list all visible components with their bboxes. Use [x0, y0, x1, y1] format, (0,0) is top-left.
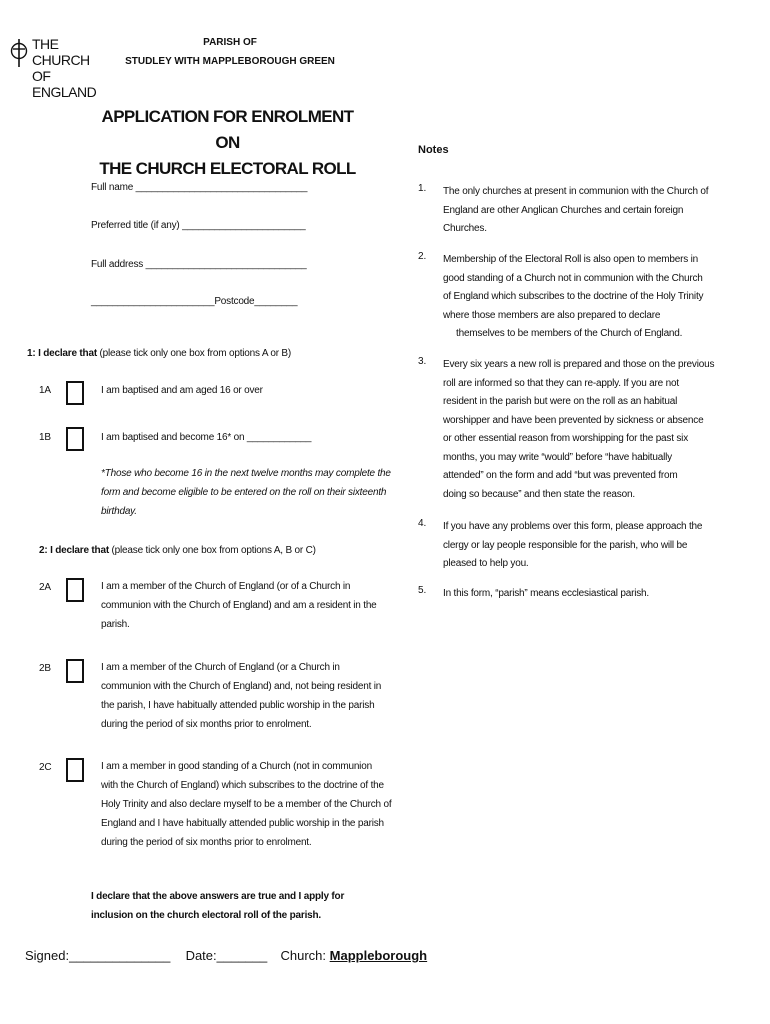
option-2c-checkbox[interactable]: [66, 758, 84, 782]
option-1b-text: I am baptised and become 16* on ____________: [101, 432, 312, 443]
logo-line-2: OF ENGLAND: [32, 68, 97, 100]
note-4-text: If you have any problems over this form, please approach the clergy or lay people responsible for the parish, who will be pleased to help you.: [443, 521, 703, 569]
church-value: Mappleborough: [329, 948, 428, 963]
note-4-number: 4.: [418, 518, 427, 529]
section1-heading: [27, 344, 291, 363]
signature-line: [25, 948, 427, 963]
note-3-number: 3.: [418, 356, 427, 367]
title-line-2: THE CHURCH ELECTORAL ROLL: [99, 159, 356, 178]
logo-line-1: THE CHURCH: [32, 36, 90, 68]
option-2a-code: 2A: [39, 582, 51, 593]
full-address-field[interactable]: Full address ______________________________: [91, 259, 307, 270]
note-1-text: The only churches at present in communion with the Church of England are other Anglican Churches and certain foreign Churches.: [443, 186, 709, 234]
preferred-title-field[interactable]: Preferred title (if any) _______________________: [91, 220, 306, 231]
parish-line-1: PARISH OF: [203, 37, 257, 48]
section1-heading-bold: 1: I declare that: [27, 348, 97, 359]
option-2b-checkbox[interactable]: [66, 659, 84, 683]
option-2b-code: 2B: [39, 663, 51, 674]
note-3-text: Every six years a new roll is prepared and those on the previous roll are informed so that they can re-apply. If you are not resident in the parish but were on the roll as an habitual worshipper and have been prevented by sickness or absence or other essential reason from worshipping for the past six months, you may write “would” before “have habitually attended” on the form and add “but was prevented from doing so because” and then state the reason.: [443, 359, 715, 500]
church-of-england-logo: [10, 36, 110, 100]
option-2a-checkbox[interactable]: [66, 578, 84, 602]
option-2a-text: I am a member of the Church of England (or of a Church in communion with the Church of England) and am a resident in the parish.: [101, 581, 377, 630]
note-2-text: Membership of the Electoral Roll is also open to members in good standing of a Church not in communion with the Church of England which subscribes to the doctrine of the Holy Trinity where those members are also prepared to declare themselves to be members of the Church of England.: [443, 254, 704, 339]
note-5-number: 5.: [418, 585, 427, 596]
option-2b-text: I am a member of the Church of England (or a Church in communion with the Church of England) and, not being resident in the parish, I have habitually attended public worship in the parish during the period of six months prior to enrolment.: [101, 662, 382, 730]
section1-heading-rest: (please tick only one box from options A or B): [96, 348, 292, 359]
full-name-field[interactable]: Full name ________________________________: [91, 182, 308, 193]
section2-heading: [39, 541, 316, 560]
section2-heading-rest: (please tick only one box from options A, B or C): [108, 545, 316, 556]
age-footnote: *Those who become 16 in the next twelve months may complete the form and become eligible to be entered on the roll on their sixteenth birthday.: [101, 468, 391, 517]
cross-icon: [10, 36, 30, 70]
note-2-number: 2.: [418, 251, 427, 262]
option-1a-text: I am baptised and am aged 16 or over: [101, 385, 263, 396]
declaration-statement: I declare that the above answers are true and I apply for inclusion on the church electoral roll of the parish.: [91, 891, 345, 921]
option-1a-code: 1A: [39, 385, 51, 396]
postcode-field[interactable]: _______________________Postcode________: [91, 296, 298, 307]
option-1a-checkbox[interactable]: [66, 381, 84, 405]
parish-header: [120, 33, 340, 71]
option-2c-code: 2C: [39, 762, 52, 773]
option-1b-checkbox[interactable]: [66, 427, 84, 451]
church-label: Church:: [280, 948, 330, 963]
form-title: [95, 104, 360, 182]
title-line-1: APPLICATION FOR ENROLMENT ON: [101, 107, 354, 152]
option-1b-code: 1B: [39, 432, 51, 443]
section2-heading-bold: 2: I declare that: [39, 545, 109, 556]
parish-line-2: STUDLEY WITH MAPPLEBOROUGH GREEN: [125, 56, 335, 67]
note-1-number: 1.: [418, 183, 427, 194]
option-2c-text: I am a member in good standing of a Church (not in communion with the Church of England) which subscribes to the doctrine of the Holy Trinity and also declare myself to be a member of the Church of England and I have habitually attended public worship in the parish during the period of six months prior to enrolment.: [101, 761, 392, 848]
date-field[interactable]: Date:_______: [185, 948, 268, 963]
note-5-text: In this form, “parish” means ecclesiastical parish.: [443, 588, 649, 599]
signed-field[interactable]: Signed:______________: [25, 948, 171, 963]
notes-heading: Notes: [418, 144, 449, 156]
